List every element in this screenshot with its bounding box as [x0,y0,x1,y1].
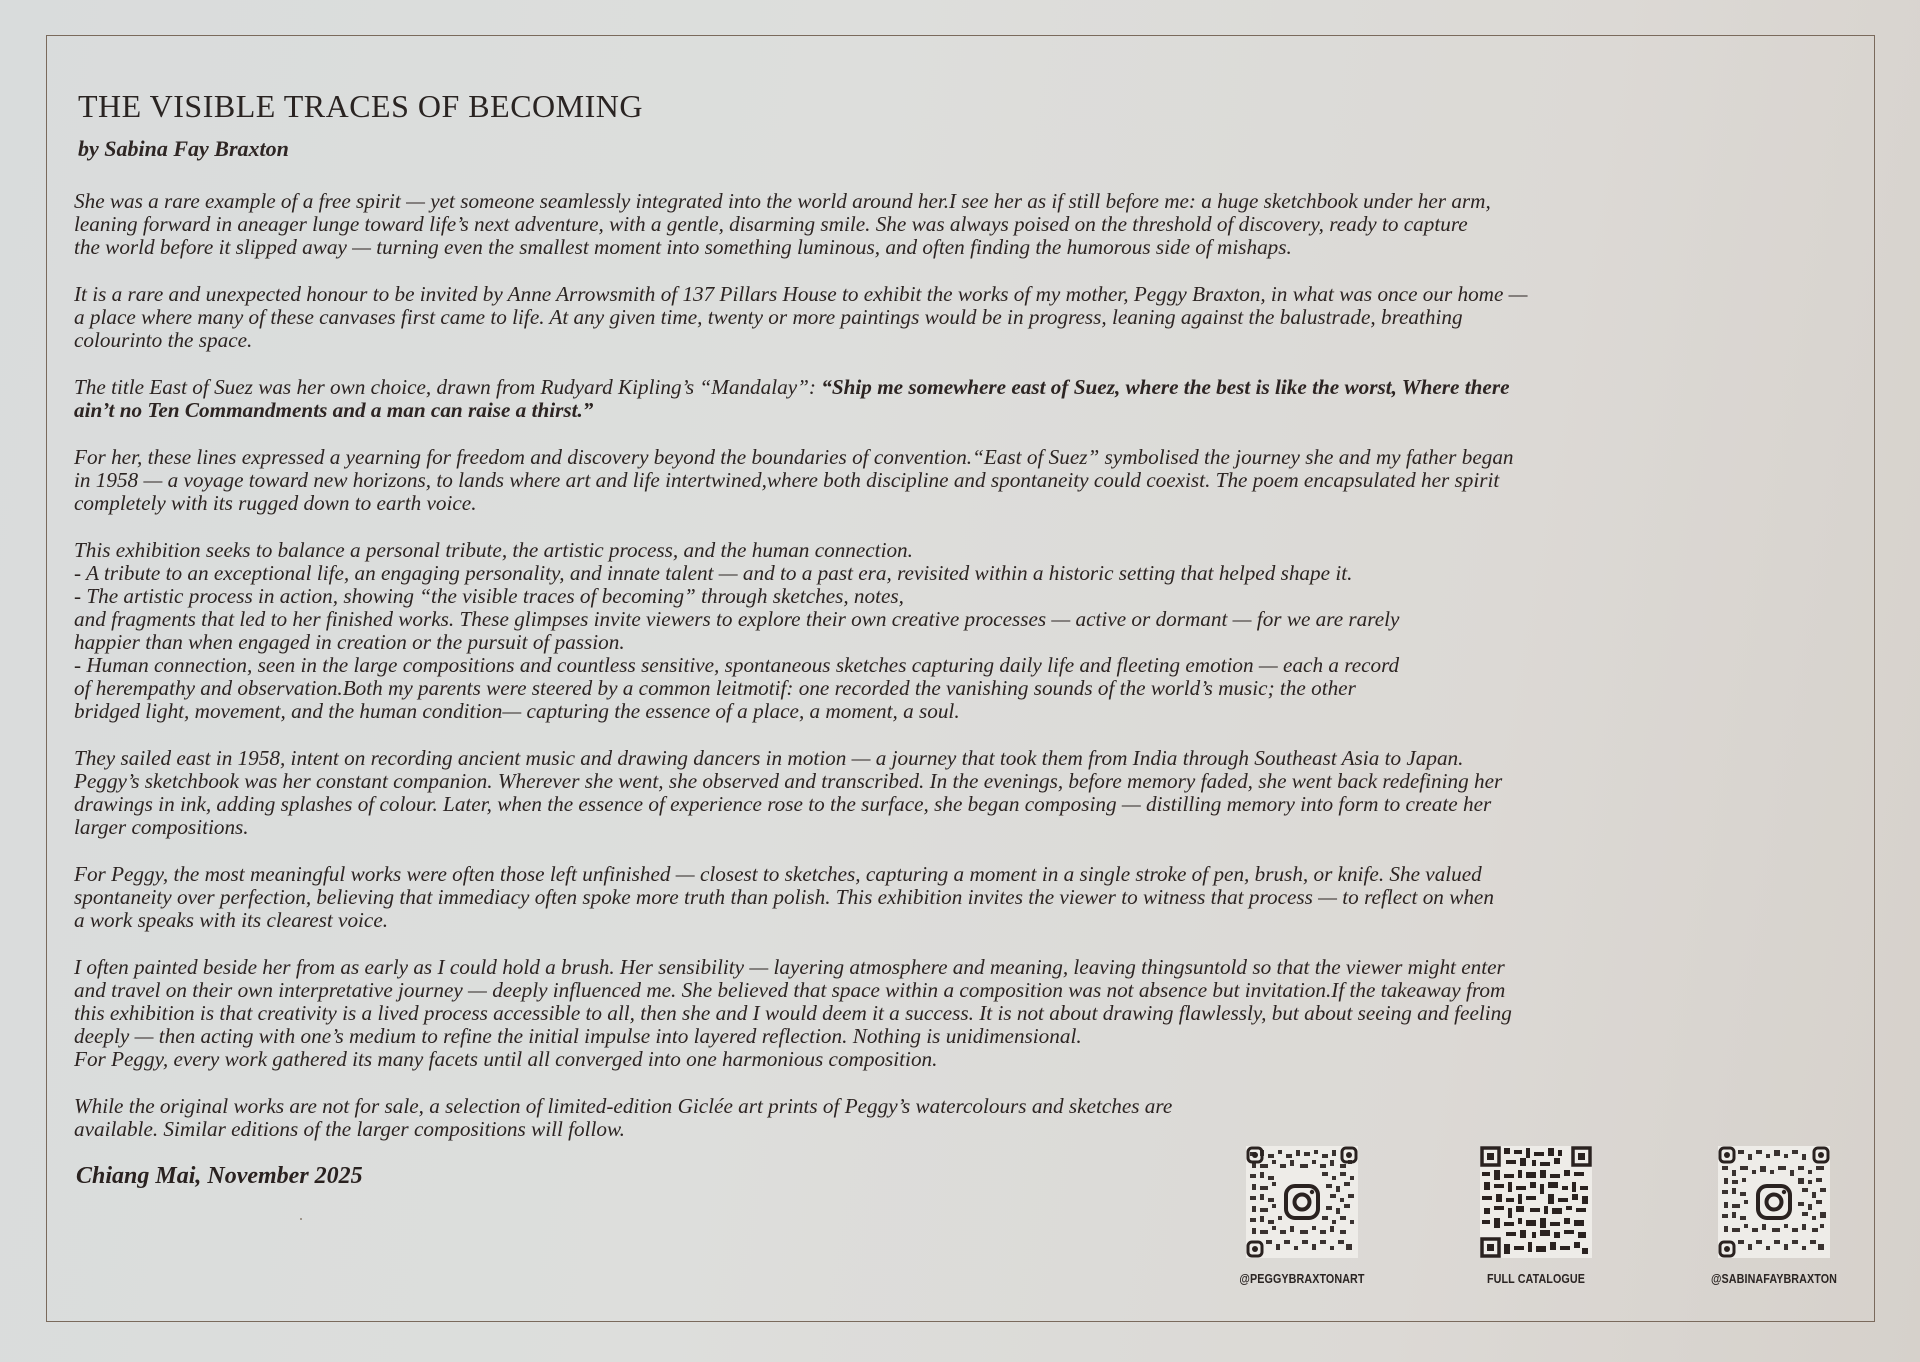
text-line: She was a rare example of a free spirit — yet someone seamlessly integrated into the world around her.I see her as if still before me: a huge sketchbook under her arm, [74,189,1491,213]
qr-label: @PEGGYBRAXTONART [1239,1272,1365,1286]
text-line: a work speaks with its clearest voice. [74,908,389,932]
closing-place-date: Chiang Mai, November 2025 [76,1163,363,1189]
text-line: deeply — then acting with one’s medium to refine the initial impulse into layered reflection. Nothing is unidimensional. [74,1024,1082,1048]
text-line [74,376,1844,399]
qr-pattern-icon [1480,1146,1592,1258]
paragraph-intro [74,190,1844,259]
text-line: and fragments that led to her finished works. These glimpses invite viewers to explore their own creative processes — active or dormant — for we are rarely [74,607,1400,631]
text-line: of herempathy and observation.Both my parents were steered by a common leitmotif: one recorded the vanishing sounds of the world’s music; the other [74,676,1356,700]
text-line: It is a rare and unexpected honour to be invited by Anne Arrowsmith of 137 Pillars House to exhibit the works of my mother, Peggy Braxton, in what was once our home — [74,282,1528,306]
paragraph-honour [74,283,1844,352]
text-line: spontaneity over perfection, believing that immediacy often spoke more truth than polish. This exhibition invites the viewer to witness that process — to reflect on when [74,885,1494,909]
kipling-quote: ain’t no Ten Commandments and a man can raise a thirst.” [74,398,594,422]
qr-pattern-icon [1718,1146,1830,1258]
text-line: happier than when engaged in creation or the pursuit of passion. [74,630,625,654]
qr-code[interactable] [1718,1146,1830,1258]
text-line: larger compositions. [74,815,249,839]
document-body [74,190,1844,1165]
text-line: leaning forward in aneager lunge toward life’s next adventure, with a gentle, disarming smile. She was always poised on the threshold of discovery, ready to capture [74,212,1468,236]
text-line: and travel on their own interpretative journey — deeply influenced me. She believed that space within a composition was not absence but invitation.If the takeaway from [74,978,1506,1002]
text-plain: The title East of Suez was her own choice, drawn from Rudyard Kipling’s “Mandalay”: [74,375,822,399]
text-line: This exhibition seeks to balance a personal tribute, the artistic process, and the human connection. [74,538,913,562]
qr-instagram-peggy[interactable] [1212,1146,1392,1286]
qr-instagram-sabina[interactable] [1684,1146,1864,1286]
text-line: this exhibition is that creativity is a lived process accessible to all, then she and I would deem it a success. It is not about drawing flawlessly, but about seeing and feeling [74,1001,1512,1025]
document-title: THE VISIBLE TRACES OF BECOMING [78,88,643,124]
text-line: completely with its rugged down to earth voice. [74,491,477,515]
text-line: a place where many of these canvases first came to life. At any given time, twenty or more paintings would be in progress, leaning against the balustrade, breathing [74,305,1463,329]
text-line: While the original works are not for sale, a selection of limited-edition Giclée art prints of Peggy’s watercolours and sketches are [74,1094,1173,1118]
qr-code[interactable] [1246,1146,1358,1258]
paragraph-exhibition-aims [74,539,1844,723]
qr-pattern-icon [1246,1146,1358,1258]
qr-code[interactable] [1480,1146,1592,1258]
text-line: For her, these lines expressed a yearning for freedom and discovery beyond the boundaries of convention.“East of Suez” symbolised the journey she and my father began [74,445,1514,469]
text-line: Peggy’s sketchbook was her constant companion. Wherever she went, she observed and transcribed. In the evenings, before memory faded, she went back redefining her [74,769,1503,793]
text-line: drawings in ink, adding splashes of colour. Later, when the essence of experience rose to the surface, she began composing — distilling memory into form to create her [74,792,1492,816]
qr-label: @SABINAFAYBRAXTON [1710,1272,1838,1286]
byline: by Sabina Fay Braxton [78,136,289,161]
paragraph-unfinished-works [74,863,1844,932]
paper-speck [300,1218,302,1220]
paragraph-title-origin [74,376,1844,422]
text-line: the world before it slipped away — turning even the smallest moment into something luminous, and often finding the humorous side of mishaps. [74,235,1292,259]
text-line: I often painted beside her from as early as I could hold a brush. Her sensibility — layering atmosphere and meaning, leaving thingsuntold so that the viewer might enter [74,955,1505,979]
text-line: in 1958 — a voyage toward new horizons, to lands where art and life intertwined,where both discipline and spontaneity could coexist. The poem encapsulated her spirit [74,468,1500,492]
text-line: For Peggy, every work gathered its many facets until all converged into one harmonious composition. [74,1047,938,1071]
list-item: - Human connection, seen in the large compositions and countless sensitive, spontaneous sketches capturing daily life and fleeting emotion — each a record [74,653,1400,677]
text-line: They sailed east in 1958, intent on recording ancient music and drawing dancers in motion — a journey that took them from India through Southeast Asia to Japan. [74,746,1464,770]
paragraph-influence [74,956,1844,1071]
paragraph-meaning [74,446,1844,515]
text-line: colourinto the space. [74,328,253,352]
list-item: - The artistic process in action, showing “the visible traces of becoming” through sketches, notes, [74,584,904,608]
text-line: bridged light, movement, and the human condition— capturing the essence of a place, a moment, a soul. [74,699,960,723]
paragraph-prints [74,1095,1844,1141]
list-item: - A tribute to an exceptional life, an engaging personality, and innate talent — and to a past era, revisited within a historic setting that helped shape it. [74,561,1353,585]
qr-full-catalogue[interactable] [1446,1146,1626,1286]
kipling-quote: “Ship me somewhere east of Suez, where the best is like the worst, Where there [821,375,1510,399]
qr-label: FULL CATALOGUE [1487,1272,1585,1286]
paragraph-voyage [74,747,1844,839]
text-line: available. Similar editions of the larger compositions will follow. [74,1117,625,1141]
text-line: For Peggy, the most meaningful works were often those left unfinished — closest to sketches, capturing a moment in a single stroke of pen, brush, or knife. She valued [74,862,1482,886]
